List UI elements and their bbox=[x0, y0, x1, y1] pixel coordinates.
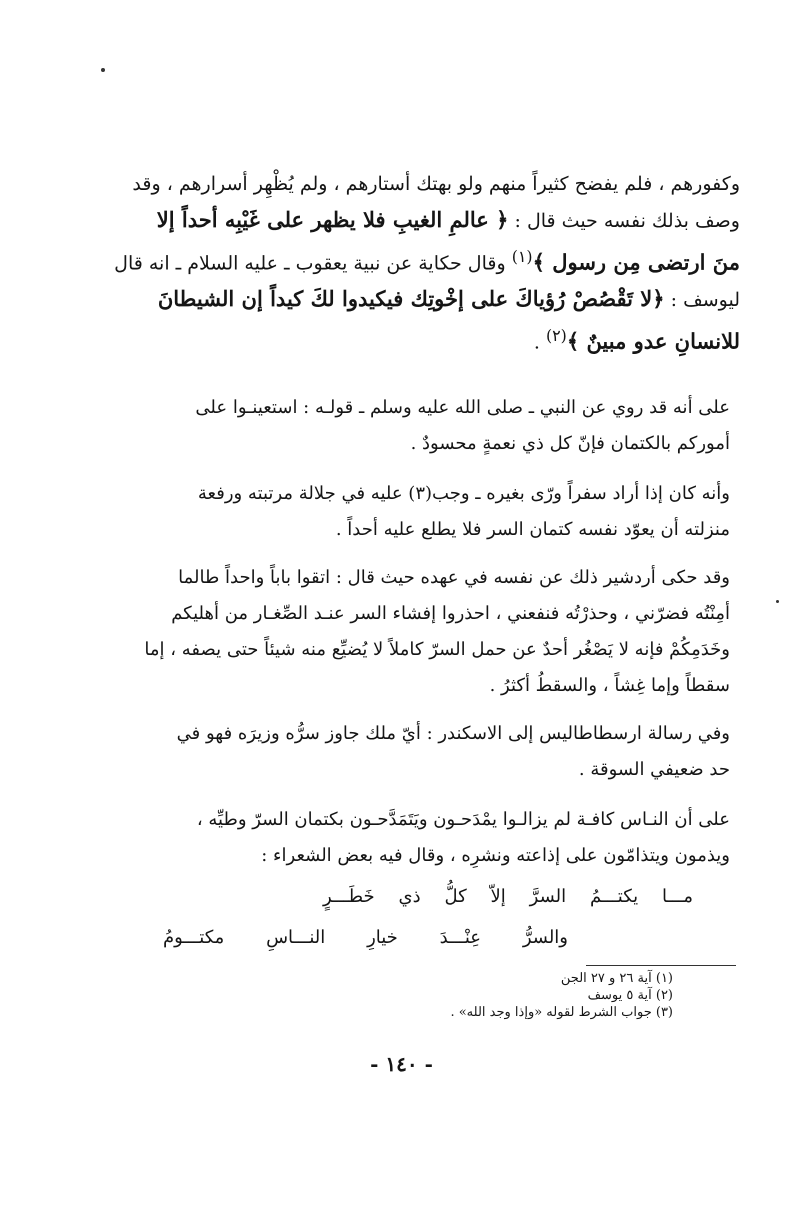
text-line bbox=[72, 202, 740, 239]
text-line: وفي رسالة ارسطاطاليس إلى الاسكندر : أيّ ملك جاوز سرُّه وزيرَه فهو في bbox=[176, 723, 730, 744]
paragraph-hadith bbox=[84, 390, 730, 462]
text-line: أموركم بالكتمان فإنّ كل ذي نعمةٍ محسودٌ . bbox=[410, 433, 730, 454]
paragraph-ardashir bbox=[84, 560, 730, 704]
quran-quote: ﴿لا تَقْصُصْ رُؤياكَ على إخْوتِك فيكيدوا لكَ كيداً إن الشيطانَ bbox=[157, 286, 665, 312]
paragraph-travel bbox=[84, 476, 730, 548]
text-line: وكفورهم ، فلم يفضح كثيراً منهم ولو بهتك أستارهم ، ولم يُظْهِر أسرارهم ، وقد bbox=[132, 173, 740, 195]
text-line bbox=[72, 239, 740, 281]
footnote-ref: (١) bbox=[511, 247, 533, 266]
text-line bbox=[72, 318, 740, 360]
text-segment: وقال حكاية عن نبية يعقوب ـ عليه السلام ـ انه قال bbox=[114, 252, 506, 275]
quran-quote: للانسانِ عدو مبينٌ ﴾ bbox=[566, 328, 740, 354]
text-line: وأنه كان إذا أراد سفراً ورّى بغيره ـ وجب(٣) عليه في جلالة مرتبته ورفعة bbox=[197, 483, 730, 504]
text-line: ويذمون ويتذامّون على إذاعته ونشرِه ، وقال فيه بعض الشعراء : bbox=[261, 845, 730, 866]
paragraph-people bbox=[84, 802, 730, 874]
text-line bbox=[72, 281, 740, 318]
text-line: على أن النـاس كافـة لم يزالـوا يمْدَحـون ويَتَمَدَّحـون بكتمان السرّ وطيِّه ، bbox=[196, 809, 730, 830]
scan-speck bbox=[776, 600, 779, 603]
footnote: (٢) آية ٥ يوسف bbox=[587, 988, 673, 1003]
text-line: وخَدَمِكُمْ فإنه لا يَصْغُر أحدٌ عن حمل السرّ كاملاً لا يُضيِّع منه شيئاً حتى يصفه ، إما bbox=[144, 639, 730, 660]
footnote: (٣) جواب الشرط لقوله «وإذا وجد الله» . bbox=[450, 1005, 673, 1020]
footnote-ref: (٢) bbox=[545, 326, 567, 346]
page-number: - ١٤٠ - bbox=[370, 1052, 433, 1076]
text-line: أمِنْتُه فضرّني ، وحذرْتُه فنفعني ، احذروا إفشاء السر عنـد الصِّغـار من أهليكم bbox=[171, 603, 730, 624]
poem-hemistich-1: مـــا يكتـــمُ السرَّ إلاّ كلُّ ذي خَطَـــرٍ bbox=[323, 886, 693, 907]
quran-quote: ﴿ عالمِ الغيبِ فلا يظهر على غَيْبِه أحداً إلا bbox=[156, 207, 509, 232]
footnotes bbox=[450, 970, 673, 1021]
text-line: منزلته أن يعوّد نفسه كتمان السر فلا يطلع عليه أحداً . bbox=[335, 519, 730, 540]
text-line: وقد حكى أردشير ذلك عن نفسه في عهده حيث قال : اتقوا باباً واحداً طالما bbox=[178, 567, 730, 588]
text-line: حد ضعيفي السوقة . bbox=[578, 759, 730, 780]
scan-speck bbox=[101, 68, 105, 72]
text-segment: . bbox=[533, 331, 540, 354]
text-line: سقطاً وإما غِشاً ، والسقطُ أكثرُ . bbox=[489, 675, 730, 696]
text-line: على أنه قد روي عن النبي ـ صلى الله عليه وسلم ـ قولـه : استعينـوا على bbox=[195, 397, 730, 418]
quran-quote: منَ ارتضى مِن رسول ﴾ bbox=[532, 249, 740, 275]
footnote: (١) آية ٢٦ و ٢٧ الجن bbox=[560, 971, 673, 986]
text-segment: ليوسف : bbox=[670, 289, 740, 312]
paragraph-intro bbox=[72, 166, 740, 361]
footnote-divider bbox=[586, 965, 736, 966]
paragraph-aristotle bbox=[84, 716, 730, 788]
poem-hemistich-2: والسرُّ عِنْـــدَ خيارِ النـــاسِ مكتـــومُ bbox=[163, 927, 568, 948]
text-segment: وصف بذلك نفسه حيث قال : bbox=[514, 210, 740, 232]
